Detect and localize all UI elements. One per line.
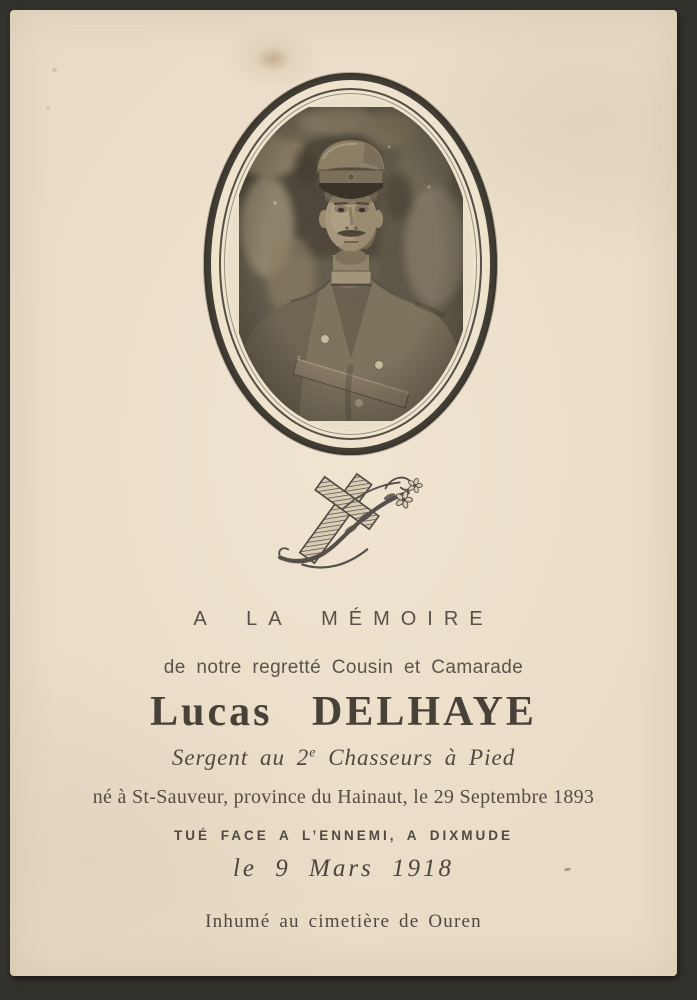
portrait-clip — [228, 97, 473, 431]
paper-speck — [46, 106, 50, 109]
rank-prefix: Sergent au 2 — [171, 745, 310, 770]
memorial-heading: A LA MÉMOIRE — [193, 608, 494, 630]
memorial-card — [10, 10, 677, 976]
portrait-mat — [211, 80, 490, 448]
deceased-name: Lucas DELHAYE — [150, 689, 537, 735]
dedication-line: de notre regretté Cousin et Camarade — [163, 657, 524, 678]
birth-line: né à St-Sauveur, province du Hainaut, le 29 Septembre 1893 — [92, 786, 595, 808]
rank-suffix: Chasseurs à Pied — [316, 745, 516, 770]
burial-line: Inhumé au cimetière de Ouren — [205, 911, 482, 932]
soldier-portrait-photo — [239, 107, 463, 421]
rank-line — [10, 745, 677, 771]
killed-line: TUÉ FACE A L’ENNEMI, A DIXMUDE — [173, 828, 513, 843]
portrait-thin-ring — [219, 88, 482, 440]
cross-and-flowers-ornament — [272, 466, 424, 580]
paper-speck — [52, 68, 57, 72]
rank-superscript: e — [309, 745, 317, 761]
portrait-inner-hairline — [224, 93, 477, 435]
death-date-line: le 9 Mars 1918 — [232, 855, 455, 882]
portrait-frame — [204, 73, 497, 455]
